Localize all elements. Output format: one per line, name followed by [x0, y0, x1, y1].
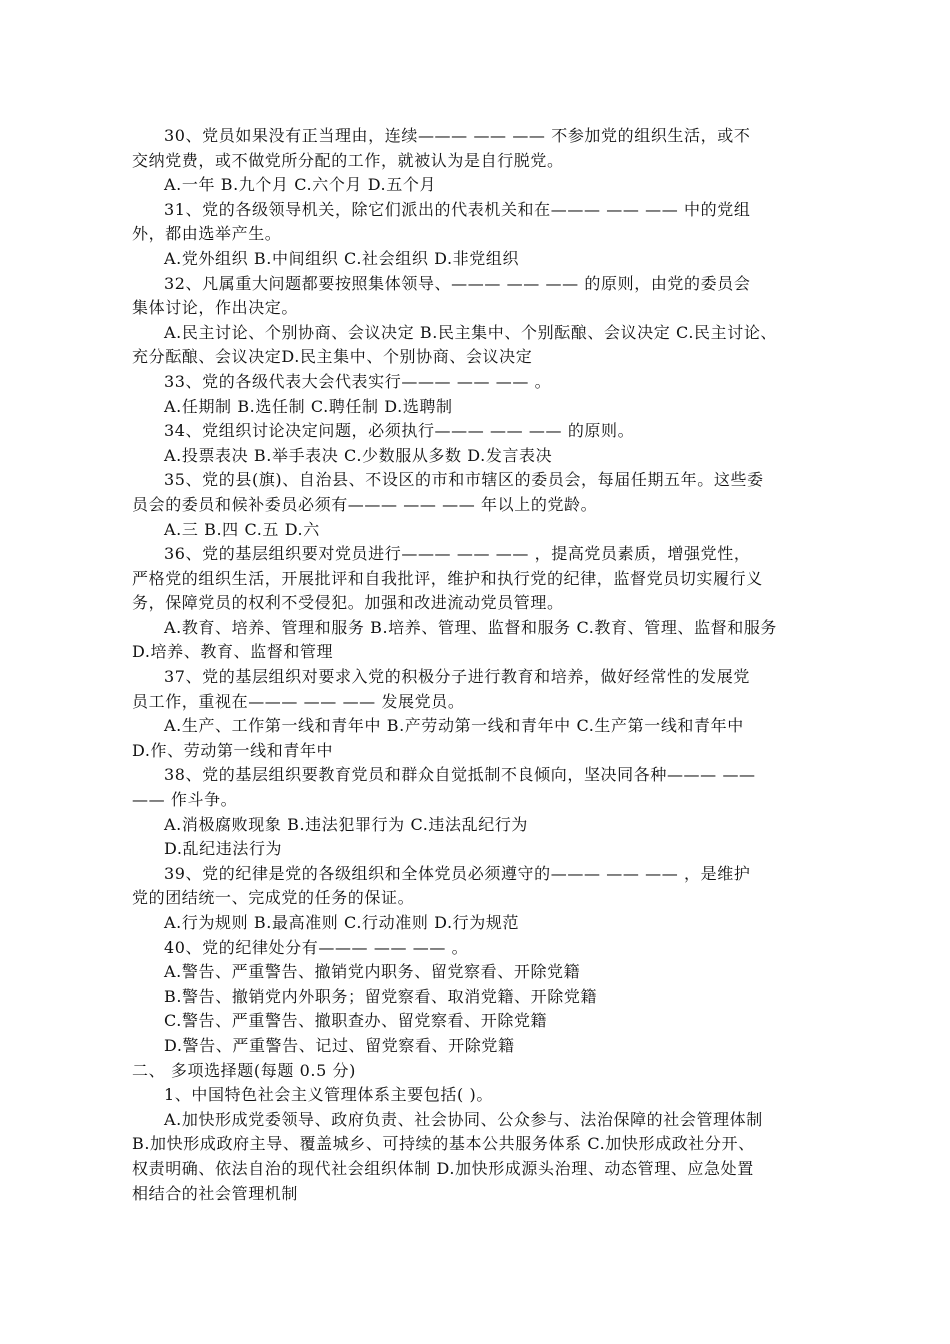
text-line: 35、党的县(旗)、自治县、不设区的市和市辖区的委员会，每届任期五年。这些委 [164, 470, 764, 490]
text-line: 32、凡属重大问题都要按照集体领导、——— —— —— 的原则，由党的委员会 [164, 273, 751, 293]
text-line: 员工作，重视在——— —— —— 发展党员。 [132, 691, 465, 711]
text-line: D.作、劳动第一线和青年中 [132, 740, 334, 760]
text-line: 37、党的基层组织对要求入党的积极分子进行教育和培养，做好经常性的发展党 [164, 667, 750, 687]
text-line: 员会的委员和候补委员必须有——— —— —— 年以上的党龄。 [132, 494, 598, 514]
text-line: A.生产、工作第一线和青年中 B.产劳动第一线和青年中 C.生产第一线和青年中 [164, 716, 744, 736]
text-line: C.警告、严重警告、撤职查办、留党察看、开除党籍 [164, 1011, 548, 1031]
text-line: 30、党员如果没有正当理由，连续——— —— —— 不参加党的组织生活，或不 [164, 126, 751, 145]
text-line: A.加快形成党委领导、政府负责、社会协同、公众参与、法治保障的社会管理体制 [164, 1109, 763, 1129]
text-line: 33、党的各级代表大会代表实行——— —— —— 。 [164, 371, 552, 391]
text-line: A.任期制 B.选任制 C.聘任制 D.选聘制 [164, 396, 453, 416]
text-line: 40、党的纪律处分有——— —— —— 。 [164, 937, 469, 957]
text-line: 权责明确、依法自治的现代社会组织体制 D.加快形成源头治理、动态管理、应急处置 [132, 1158, 754, 1178]
text-line: B.警告、撤销党内外职务；留党察看、取消党籍、开除党籍 [164, 986, 598, 1006]
text-line: 39、党的纪律是党的各级组织和全体党员必须遵守的——— —— —— ，是维护 [164, 863, 751, 883]
text-line: D.培养、教育、监督和管理 [132, 642, 334, 662]
text-line: A.民主讨论、个别协商、会议决定 B.民主集中、个别酝酿、会议决定 C.民主讨论、 [164, 322, 778, 342]
text-line: 36、党的基层组织要对党员进行——— —— —— ，提高党员素质，增强党性， [164, 544, 751, 564]
text-line: 相结合的社会管理机制 [132, 1183, 299, 1203]
text-line: A.一年 B.九个月 C.六个月 D.五个月 [164, 175, 437, 195]
text-line: A.教育、培养、管理和服务 B.培养、管理、监督和服务 C.教育、管理、监督和服务 [164, 617, 778, 637]
text-line: 集体讨论，作出决定。 [132, 298, 299, 318]
text-line: 34、党组织讨论决定问题，必须执行——— —— —— 的原则。 [164, 421, 635, 441]
text-line: A.党外组织 B.中间组织 C.社会组织 D.非党组织 [164, 248, 520, 268]
document-page [132, 124, 842, 1206]
text-line: 38、党的基层组织要教育党员和群众自觉抵制不良倾向，坚决同各种——— —— [164, 765, 756, 785]
text-line: 31、党的各级领导机关，除它们派出的代表机关和在——— —— —— 中的党组 [164, 199, 751, 219]
text-line: D.警告、严重警告、记过、留党察看、开除党籍 [164, 1035, 515, 1055]
text-line: B.加快形成政府主导、覆盖城乡、可持续的基本公共服务体系 C.加快形成政社分开、 [132, 1134, 755, 1154]
text-line: A.三 B.四 C.五 D.六 [164, 519, 320, 539]
text-line: 外，都由选举产生。 [132, 224, 282, 244]
text-line: 严格党的组织生活，开展批评和自我批评，维护和执行党的纪律，监督党员切实履行义 [132, 568, 763, 588]
text-line: 务，保障党员的权利不受侵犯。加强和改进流动党员管理。 [132, 593, 564, 613]
text-line: A.警告、严重警告、撤销党内职务、留党察看、开除党籍 [164, 962, 581, 982]
text-line: D.乱纪违法行为 [164, 839, 283, 859]
text-line: 1、中国特色社会主义管理体系主要包括( )。 [164, 1085, 493, 1105]
text-line: A.消极腐败现象 B.违法犯罪行为 C.违法乱纪行为 [164, 814, 529, 834]
text-line: 充分酝酿、会议决定D.民主集中、个别协商、会议决定 [132, 347, 533, 367]
text-line: 交纳党费，或不做党所分配的工作，就被认为是自行脱党。 [132, 150, 564, 170]
text-line: 二、 多项选择题(每题 0.5 分) [132, 1060, 356, 1080]
text-line: A.投票表决 B.举手表决 C.少数服从多数 D.发言表决 [164, 445, 553, 465]
text-line: A.行为规则 B.最高准则 C.行动准则 D.行为规范 [164, 913, 520, 932]
text-line: —— 作斗争。 [132, 790, 238, 810]
text-line: 党的团结统一、完成党的任务的保证。 [132, 888, 415, 908]
